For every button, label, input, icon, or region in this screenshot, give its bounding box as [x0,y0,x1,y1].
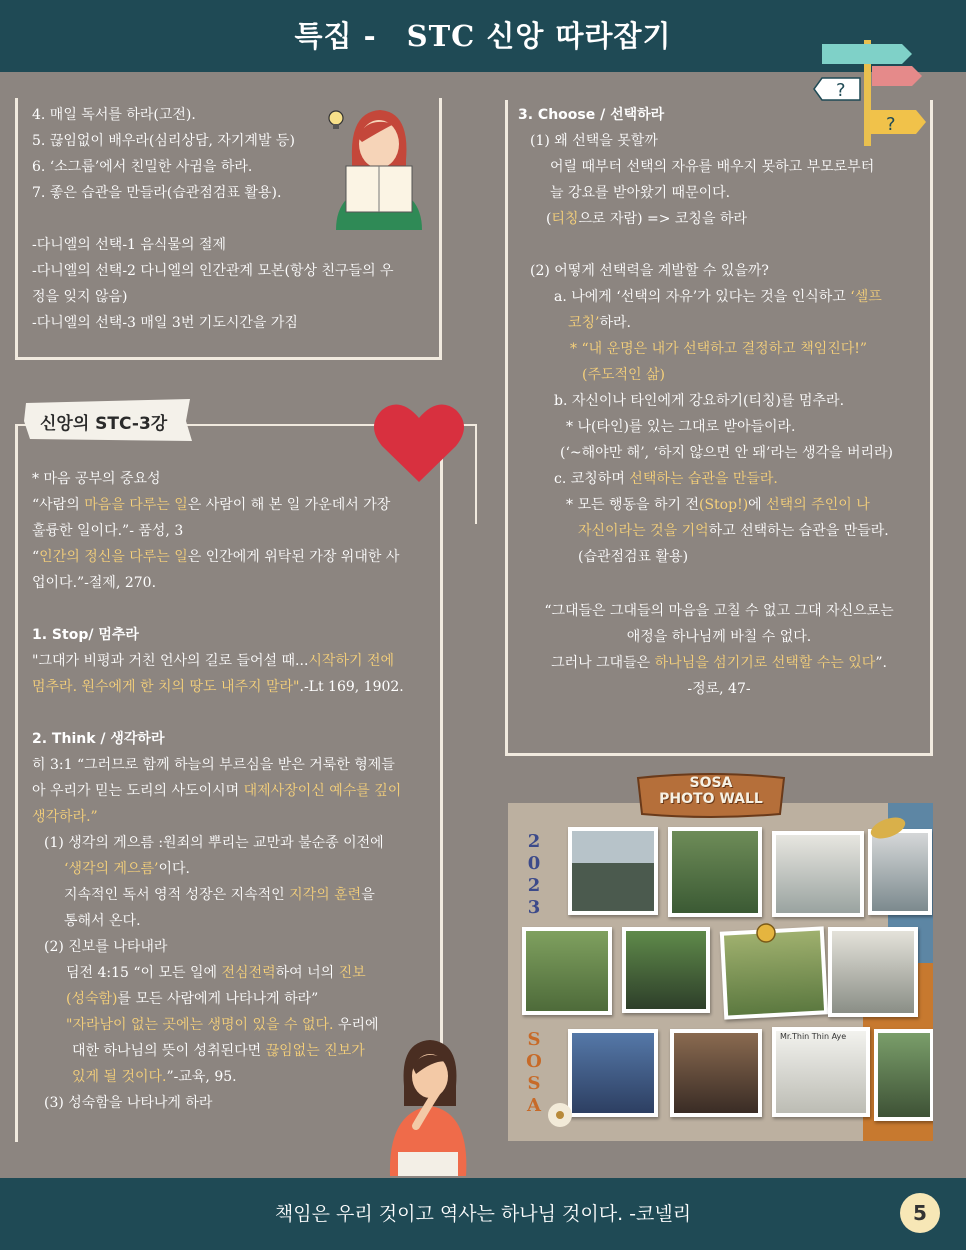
photo-gate[interactable] [568,827,658,915]
pin-icon [754,921,778,945]
photo-students-writing[interactable] [568,1029,658,1117]
choose-1-paren: ( [546,211,552,227]
closing-quote-source: -정로, 47- [687,681,751,697]
choose-2-title: (2) 어떻게 선택력을 계발할 수 있을까? [530,263,769,279]
point-1-reading-highlight: 지각의 훈련 [289,887,362,903]
daniel-choice-3: -다니엘의 선택-3 매일 3번 기도시간을 가짐 [32,315,298,331]
banner-line-1: SOSA [689,775,733,791]
choose-1-title: (1) 왜 선택을 못할까 [530,133,658,149]
leaf-icon [868,813,908,843]
point-1-reading-text: 지속적인 독서 영적 성장은 지속적인 [64,887,290,903]
photo-caption: Mr.Thin Thin Aye [780,1032,847,1041]
header-title-text: STC 신앙 따라잡기 [406,19,672,53]
choose-1-line-1: 어릴 때부터 선택의 자유를 배우지 못하고 부모로부터 [550,159,875,175]
choose-2c-text: c. 코칭하며 [554,471,630,487]
left-section-right-border [440,455,443,1055]
quote-1-text: “사람의 [32,497,85,513]
owner-highlight: 선택의 주인이 나 [766,497,870,513]
list-item-5: 5. 끊임없이 배우라(심리상담, 자기계발 등) [32,133,295,149]
point-2-quote-text-2: 대한 하나님의 뜻이 성취된다면 [72,1043,266,1059]
closing-quote-line-2: 애정을 하나님께 바칠 수 없다. [626,629,812,645]
page-number: 5 [900,1193,940,1233]
quote-2-line-1 [32,544,399,570]
point-2-verse: 딤전 4:15 “이 모든 일에 [66,965,222,981]
point-2-text-cont: 를 모든 사람에게 나타나게 하라” [117,991,319,1007]
choose-2c-text-2: * 모든 행동을 하기 전 [566,497,699,513]
year-label: 2 0 2 3 [527,831,541,918]
photo-wall [508,803,933,1141]
quote-1-line-2: 훌륭한 일이다.”- 품성, 3 [32,523,184,539]
choose-2a-line-2 [568,310,631,336]
stop-source: .-Lt 169, 1902. [299,679,404,695]
proactive-life: (주도적인 삶) [582,367,665,383]
think-highlight: 대제사장이신 예수를 깊이 [243,783,402,799]
left-section-left-border [15,424,18,1142]
quote-1-line-1 [32,492,390,518]
page-footer [0,1178,966,1250]
stop-line-1 [32,648,394,674]
reading-girl-illustration [322,98,422,230]
point-1-highlight: ‘생각의 게으름’ [64,861,159,877]
choose-2b-line-2: * 나(타인)를 있는 그대로 받아들이라. [566,419,796,435]
photo-classroom[interactable] [772,831,864,917]
closing-quote-end: ”. [875,655,887,671]
quote-2-text: “ [32,549,40,565]
photo-smiling-student[interactable] [622,927,710,1013]
point-1-text: 이다. [158,861,190,877]
choose-2a-text-end: 하라. [599,315,631,331]
point-2-line-5 [72,1064,237,1090]
choose-title: 3. Choose / 선택하라 [518,107,665,123]
photo-outdoor-study[interactable] [522,927,612,1015]
choose-1-line-2: 늘 강요를 받아왔기 때문이다. [550,185,731,201]
choose-2b-line-3: (‘~해야만 해’, ‘하지 않으면 안 돼’라는 생각을 버리라) [560,445,894,461]
point-3-title: (3) 성숙함을 나타나게 하라 [44,1095,213,1111]
quote-2-line-2: 업이다.”-절제, 270. [32,575,157,591]
point-2-title: (2) 진보를 나타내라 [44,939,168,955]
point-2-quote-highlight: "자라남이 없는 곳에는 생명이 있을 수 없다. [66,1017,334,1033]
quote-1-text-cont: 은 사람이 해 본 일 가운데서 가장 [187,497,391,513]
svg-text:?: ? [836,80,846,101]
choose-2c-line-1 [554,466,778,492]
point-2-line-3 [66,1012,379,1038]
choose-2c-highlight: 선택하는 습관을 만들라. [629,471,778,487]
heart-icon [372,400,466,484]
point-1-line-3 [64,882,375,908]
photo-group-circle[interactable] [668,827,762,917]
choose-2a-line-1 [554,284,882,310]
footer-quote: 책임은 우리 것이고 역사는 하나님 것이다. -코넬리 [274,1203,692,1225]
photo-outdoor-man[interactable] [874,1029,933,1121]
point-1-line-2 [64,856,190,882]
point-2-highlight-2: 진보 [338,965,366,981]
think-line-2 [32,778,401,804]
point-2-line-2 [66,986,318,1012]
banner-line-2: PHOTO WALL [659,791,763,807]
point-1-title: (1) 생각의 게으름 :원죄의 뿌리는 교만과 불순종 이전에 [44,835,384,851]
teaching-highlight: 티칭 [551,211,579,227]
destiny-quote: * “내 운명은 내가 선택하고 결정하고 책임진다!” [570,341,868,357]
flower-icon [540,1095,580,1139]
daniel-choice-1: -다니엘의 선택-1 음식물의 절제 [32,237,227,253]
lesson-badge-label: 신앙의 STC-3강 [40,414,168,434]
stop-highlight: (Stop!) [699,497,749,513]
photo-wall-title [632,775,790,807]
choose-2c-text-3: 에 [748,497,767,513]
choose-2c-line-3 [578,518,889,544]
think-title: 2. Think / 생각하라 [32,731,165,747]
think-line-3: 생각하라.” [32,809,98,825]
list-item-7: 7. 좋은 습관을 만들라(습관점검표 활용). [32,185,282,201]
choose-2a-text: a. 나에게 ‘선택의 자유’가 있다는 것을 인식하고 [554,289,851,305]
stop-text: "그대가 비평과 거친 언사의 길로 들어설 때... [32,653,309,669]
coaching-highlight: 코칭’ [568,315,600,331]
point-2-text: 하여 너의 [275,965,339,981]
choose-2c-line-4: (습관점검표 활용) [578,549,689,565]
stop-highlight-2: 멈추라. 원수에게 한 치의 땅도 내주지 말라" [32,679,300,695]
point-2-source: ”-교육, 95. [166,1069,237,1085]
point-2-highlight-1: 전심전력 [221,965,276,981]
list-item-6: 6. ‘소그룹’에서 친밀한 사귐을 하라. [32,159,253,175]
stop-title: 1. Stop/ 멈추라 [32,627,139,643]
stop-line-2 [32,674,404,700]
point-2-quote-text: 우리에 [333,1017,379,1033]
think-line-1: 히 3:1 “그러므로 함께 하늘의 부르심을 받은 거룩한 형제들 [32,757,395,773]
closing-quote-line-3 [505,650,933,676]
left-section-divider [475,424,477,524]
choose-2c-text-4: 하고 선택하는 습관을 만들라. [708,523,889,539]
point-1-line-4: 통해서 온다. [64,913,141,929]
quote-2-text-cont: 은 인간에게 위탁된 가장 위대한 사 [187,549,400,565]
thinking-woman-illustration [386,1036,470,1176]
self-coaching-highlight: ‘셀프 [850,289,882,305]
daniel-choice-2: -다니엘의 선택-2 다니엘의 인간관계 모본(항상 친구들의 우 [32,263,394,279]
svg-text:?: ? [886,114,896,135]
closing-quote-line-1: “그대들은 그대들의 마음을 고칠 수 없고 그대 자신으로는 [544,603,894,619]
choose-2b-line-1: b. 자신이나 타인에게 강요하기(티칭)를 멈추라. [554,393,845,409]
point-2-highlight-3: (성숙함) [66,991,118,1007]
stop-highlight-1: 시작하기 전에 [308,653,395,669]
remember-highlight: 자신이라는 것을 기억 [578,523,709,539]
daniel-choice-2-cont: 정을 잊지 않음) [32,289,128,305]
closing-quote-highlight: 하나님을 섬기기로 선택할 수는 있다 [654,655,876,671]
header-label: 특집 - [294,19,377,53]
choose-2c-line-2 [566,492,870,518]
closing-quote-text: 그러나 그대들은 [551,655,655,671]
photo-standing-group[interactable] [828,927,918,1017]
choose-1-text: 으로 자람) => 코칭을 하라 [578,211,747,227]
list-item-4: 4. 매일 독서를 하라(고전). [32,107,196,123]
sosa-vertical-label: S O S A [526,1029,542,1116]
point-1-reading-text-end: 을 [361,887,375,903]
point-2-line-1 [66,960,366,986]
point-2-line-4 [72,1038,365,1064]
choose-1-line-3 [546,206,747,232]
photo-suits-cross[interactable] [670,1029,762,1117]
quote-1-highlight: 마음을 다루는 일 [84,497,188,513]
point-2-quote-highlight-3: 있게 될 것이다. [72,1069,167,1085]
think-text: 아 우리가 믿는 도리의 사도이시며 [32,783,244,799]
point-2-quote-highlight-2: 끊임없는 진보가 [265,1043,365,1059]
quote-2-highlight: 인간의 정신을 다루는 일 [39,549,188,565]
mind-study-title: * 마음 공부의 중요성 [32,471,161,487]
